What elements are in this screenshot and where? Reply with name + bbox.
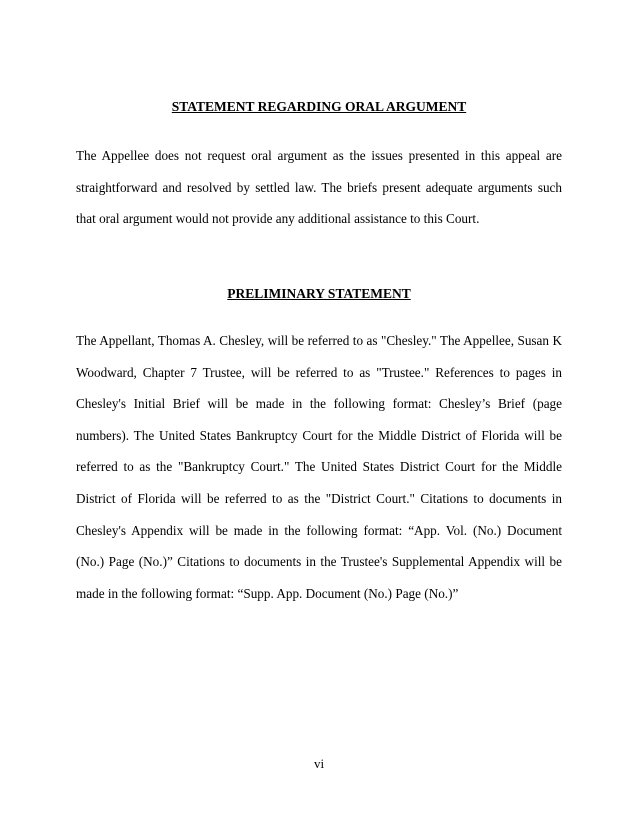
page-number: vi: [313, 756, 325, 771]
oral-argument-paragraph: The Appellee does not request oral argument as the issues presented in this appeal are straightforward and resolved by settled law. The briefs present adequate arguments such that oral argument would not provide any additional assistance to this Court.: [76, 148, 562, 227]
preliminary-statement-heading: PRELIMINARY STATEMENT: [227, 286, 411, 301]
oral-argument-heading: STATEMENT REGARDING ORAL ARGUMENT: [171, 99, 467, 114]
preliminary-statement-paragraph: The Appellant, Thomas A. Chesley, will be referred to as "Chesley." The Appellee, Susan K Woodward, Chapter 7 Trustee, will be referred to as "Trustee." References to pages in Chesley's Initial Brief will be made in the following format: Chesley’s Brief (page numbers). The United States Bankruptcy Court for the Middle District of Florida will be referred to as the "Bankruptcy Court." The United States District Court for the Middle District of Florida will be referred to as the "District Court." Citations to documents in Chesley's Appendix will be made in the following format: “App. Vol. (No.) Document (No.) Page (No.)” Citations to documents in the Trustee's Supplemental Appendix will be made in the following format: “Supp. App. Document (No.) Page (No.)”: [76, 333, 562, 601]
